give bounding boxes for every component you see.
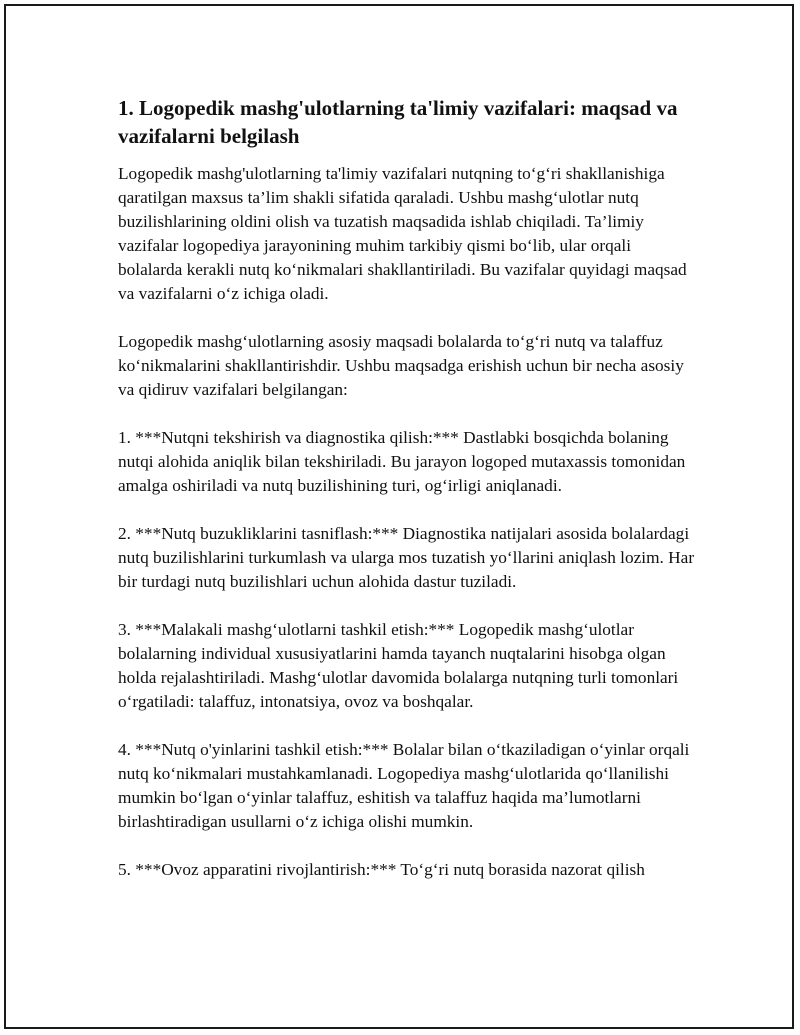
task-item-3: 3. ***Malakali mashg‘ulotlarni tashkil etish:*** Logopedik mashg‘ulotlar bolalarning individual xususiyatlarini hamda tayanch nuqtalarini hisobga olgan holda rejalashtiriladi. Mashg‘ulotlar davomida bolalarga nutqning turli tomonlari o‘rgatiladi: talaffuz, intonatsiya, ovoz va boshqalar. — [118, 620, 679, 711]
intro-paragraph: Logopedik mashg'ulotlarning ta'limiy vazifalari nutqning to‘g‘ri shakllanishiga qaratilgan maxsus ta’lim shakli sifatida qaraladi. Ushbu mashg‘ulotlar nutq buzilishlarining oldini olish va tuzatish maqsadida ishlab chiqiladi. Ta’limiy vazifalar logopediya jarayonining muhim tarkibiy qismi bo‘lib, ular orqali bolalarda kerakli nutq ko‘nikmalari shakllantiriladi. Bu vazifalar quyidagi maqsad va vazifalarni o‘z ichiga oladi. — [118, 164, 687, 303]
section-heading: 1. Logopedik mashg'ulotlarning ta'limiy vazifalari: maqsad va vazifalarni belgilash — [118, 96, 678, 148]
task-item-1: 1. ***Nutqni tekshirish va diagnostika qilish:*** Dastlabki bosqichda bolaning nutqi alohida aniqlik bilan tekshiriladi. Bu jarayon logoped mutaxassis tomonidan amalga oshiriladi va nutq buzilishining turi, og‘irligi aniqlanadi. — [118, 428, 686, 495]
goal-paragraph: Logopedik mashg‘ulotlarning asosiy maqsadi bolalarda to‘g‘ri nutq va talaffuz ko‘nikmalarini shakllantirishdir. Ushbu maqsadga erishish uchun bir necha asosiy va qidiruv vazifalari belgilangan: — [118, 332, 684, 399]
task-item-4: 4. ***Nutq o'yinlarini tashkil etish:*** Bolalar bilan o‘tkaziladigan o‘yinlar orqali nutq ko‘nikmalari mustahkamlanadi. Logopediya mashg‘ulotlarida qo‘llanilishi mumkin bo‘lgan o‘yinlar talaffuz, eshitish va talaffuz haqida ma’lumotlarni birlashtiradigan usullarni o‘z ichiga olishi mumkin. — [118, 740, 690, 831]
task-item-2: 2. ***Nutq buzukliklarini tasniflash:*** Diagnostika natijalari asosida bolalardagi nutq buzilishlarini turkumlash va ularga mos tuzatish yo‘llarini aniqlash lozim. Har bir turdagi nutq buzilishlari uchun alohida dastur tuziladi. — [118, 524, 695, 591]
document-body — [118, 94, 698, 906]
task-item-5: 5. ***Ovoz apparatini rivojlantirish:*** To‘g‘ri nutq borasida nazorat qilish — [118, 860, 645, 879]
